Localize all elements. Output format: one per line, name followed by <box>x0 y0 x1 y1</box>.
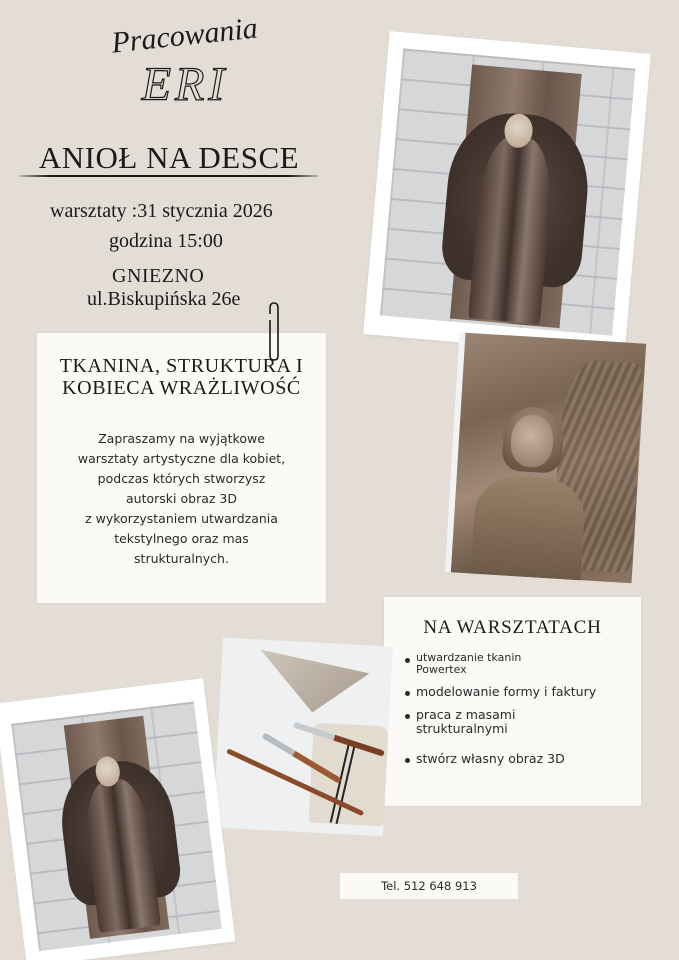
list-item-text: utwardzanie tkanin <box>416 651 522 664</box>
intro-card-body <box>37 429 326 569</box>
intro-heading-line-1: TKANINA, STRUKTURA I <box>59 355 304 377</box>
photo-angel-closeup <box>451 333 646 584</box>
logo-pracowania-eri <box>85 0 285 120</box>
svg-text:ERI: ERI <box>141 58 229 111</box>
intro-body-line: strukturalnych. <box>134 551 229 566</box>
workshop-hour: godzina 15:00 <box>109 230 223 252</box>
workshop-card <box>384 597 641 806</box>
script-logo-icon <box>85 0 285 120</box>
clay-block <box>257 650 370 716</box>
linen-towel <box>309 723 389 827</box>
list-item <box>404 685 636 699</box>
intro-body-line: tekstylnego oraz mas <box>114 531 249 546</box>
workshop-card-heading: NA WARSZTATACH <box>423 617 602 638</box>
list-item-text: strukturalnymi <box>416 721 508 736</box>
intro-body-line: podczas których stworzysz <box>97 471 266 486</box>
phone-number: Tel. 512 648 913 <box>340 873 518 899</box>
intro-body-line: Zapraszamy na wyjątkowe <box>98 431 265 446</box>
intro-body-line: warsztaty artystyczne dla kobiet, <box>77 451 286 466</box>
workshop-address: ul.Biskupińska 26e <box>87 288 241 310</box>
intro-card <box>37 333 326 603</box>
list-item <box>404 752 636 766</box>
workshop-date: warsztaty :31 stycznia 2026 <box>50 200 273 222</box>
list-item-text: praca z masami <box>416 707 516 722</box>
list-item <box>404 708 636 736</box>
photo-angel-on-plank <box>363 31 650 357</box>
title-underline <box>20 175 318 177</box>
towel-stripe <box>330 744 356 824</box>
list-item-text: stwórz własny obraz 3D <box>416 751 565 766</box>
paperclip-icon <box>265 300 283 362</box>
intro-heading-line-2: KOBIECA WRAŻLIWOŚĆ <box>62 377 301 399</box>
workshop-list <box>404 652 636 775</box>
angel-body <box>471 474 587 581</box>
intro-body-line: z wykorzystaniem utwardzania <box>85 511 278 526</box>
photo-tools-clay <box>213 638 393 837</box>
brick-wall-background <box>11 701 222 951</box>
workshop-city: GNIEZNO <box>112 265 205 287</box>
intro-body-line: autorski obraz 3D <box>126 491 237 506</box>
svg-text:Pracowania: Pracowania <box>109 11 260 60</box>
page-title: ANIOŁ NA DESCE <box>38 140 300 175</box>
list-item <box>404 652 636 676</box>
list-item-text: modelowanie formy i faktury <box>416 684 597 699</box>
list-item-text: Powertex <box>416 663 467 676</box>
photo-angel-on-plank-bottom <box>0 678 235 960</box>
brick-wall-background <box>380 48 635 335</box>
